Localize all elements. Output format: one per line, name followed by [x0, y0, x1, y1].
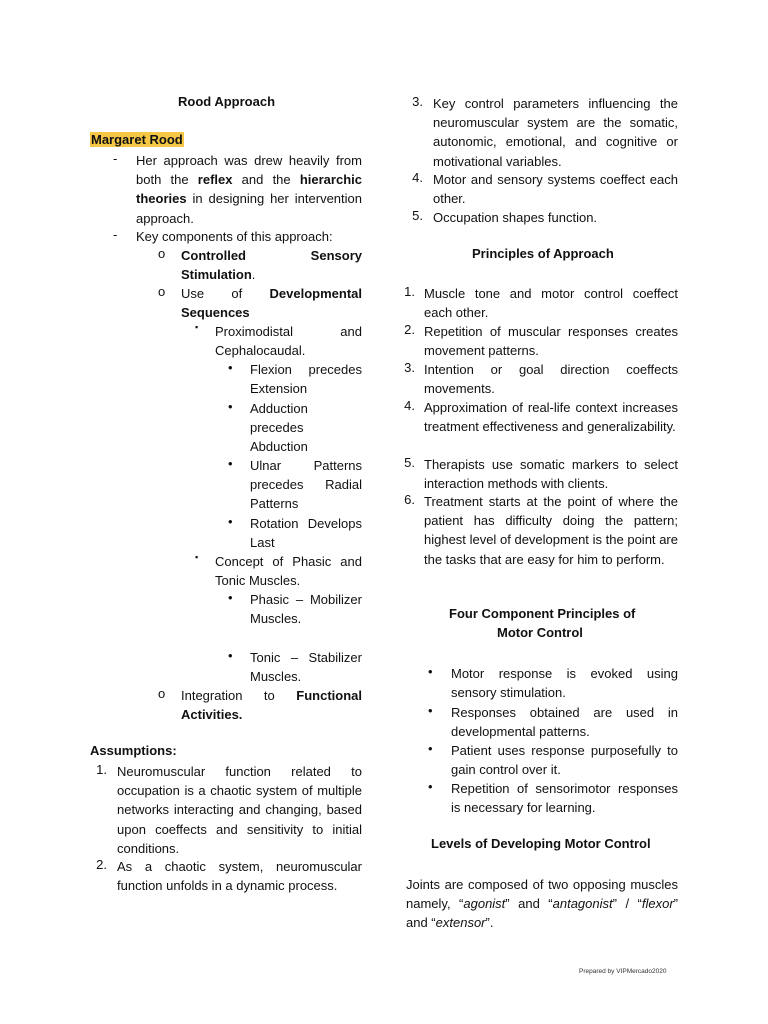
dot-bullet: • — [228, 399, 233, 414]
principle-item: Approximation of real-life context increases treatment effectiveness and generalizability. — [424, 400, 678, 435]
square-bullet: ▪ — [195, 552, 199, 562]
dot-bullet: • — [428, 741, 433, 756]
list-number: 4. — [412, 170, 423, 185]
component-controlled-sensory: Controlled Sensory Stimulation. — [181, 248, 362, 283]
footer-credit: Prepared by VIPMercado2020 — [579, 968, 667, 975]
component-functional: Integration to Functional Activities. — [181, 688, 362, 723]
motor-control-item: Responses obtained are used in developmental patterns. — [451, 705, 678, 740]
author-name — [90, 132, 184, 147]
motor-control-item: Repetition of sensorimotor responses is necessary for learning. — [451, 781, 678, 816]
list-number: 5. — [412, 208, 423, 223]
list-number: 2. — [404, 322, 415, 337]
assumption-item: Neuromuscular function related to occupation is a chaotic system of multiple networks interacting and changing, based upon coeffects and sensitivity to initial conditions. — [117, 764, 362, 856]
dash-bullet: - — [113, 227, 118, 242]
dot-bullet: • — [428, 779, 433, 794]
circle-bullet: o — [158, 686, 166, 701]
dot-bullet: • — [428, 664, 433, 679]
dash-bullet: - — [113, 151, 118, 166]
component-developmental: Use of Developmental Sequences — [181, 286, 362, 321]
phasic-tonic-item: Concept of Phasic and Tonic Muscles. — [215, 554, 362, 589]
assumption-item: Occupation shapes function. — [433, 210, 598, 225]
principle-item: Treatment starts at the point of where the patient has difficulty doing the pattern; highest level of development is the point are the tasks that are easy for him to perform. — [424, 494, 678, 567]
dot-bullet: • — [228, 514, 233, 529]
assumption-item: Key control parameters influencing the neuromuscular system are the somatic, autonomic, emotional, and cognitive or motivational variables. — [433, 96, 678, 169]
list-number: 1. — [404, 284, 415, 299]
principles-heading: Principles of Approach — [472, 246, 614, 261]
levels-heading: Levels of Developing Motor Control — [431, 836, 651, 851]
principle-item: Repetition of muscular responses creates movement patterns. — [424, 324, 678, 359]
list-number: 6. — [404, 492, 415, 507]
four-components-heading: Four Component Principles of — [449, 606, 636, 621]
proximodistal-item: Proximodistal and Cephalocaudal. — [215, 324, 362, 359]
square-bullet: ▪ — [195, 322, 199, 332]
sequence-item: Adduction precedes Abduction — [250, 401, 308, 455]
list-number: 3. — [404, 360, 415, 375]
circle-bullet: o — [158, 246, 166, 261]
assumptions-heading: Assumptions: — [90, 743, 177, 758]
sequence-item: Ulnar Patterns precedes Radial Patterns — [250, 458, 362, 512]
motor-control-item: Patient uses response purposefully to gain control over it. — [451, 743, 678, 778]
list-number: 4. — [404, 398, 415, 413]
list-number: 1. — [96, 762, 107, 777]
muscle-type-item: Phasic – Mobilizer Muscles. — [250, 592, 362, 627]
dot-bullet: • — [228, 648, 233, 663]
principle-item: Intention or goal direction coeffects movements. — [424, 362, 678, 397]
four-components-heading-line2: Motor Control — [497, 625, 583, 640]
list-number: 5. — [404, 455, 415, 470]
muscle-type-item: Tonic – Stabilizer Muscles. — [250, 650, 362, 685]
dot-bullet: • — [228, 360, 233, 375]
dot-bullet: • — [228, 590, 233, 605]
sequence-item: Rotation Develops Last — [250, 516, 362, 551]
dot-bullet: • — [428, 703, 433, 718]
author-highlight: Margaret Rood — [91, 132, 183, 147]
key-components-label: Key components of this approach: — [136, 229, 333, 244]
list-number: 2. — [96, 857, 107, 872]
assumption-item: As a chaotic system, neuromuscular function unfolds in a dynamic process. — [117, 859, 362, 894]
joints-paragraph: Joints are composed of two opposing muscles namely, “agonist” and “antagonist” / “flexor” and “extensor”. — [406, 877, 679, 931]
approach-description: Her approach was drew heavily from both the reflex and the hierarchic theories in designing her intervention approach. — [136, 153, 362, 226]
assumption-item: Motor and sensory systems coeffect each other. — [433, 172, 678, 207]
page-title: Rood Approach — [178, 94, 276, 109]
principle-item: Muscle tone and motor control coeffect each other. — [424, 286, 678, 321]
sequence-item: Flexion precedes Extension — [250, 362, 362, 397]
motor-control-item: Motor response is evoked using sensory stimulation. — [451, 666, 678, 701]
principle-item: Therapists use somatic markers to select interaction methods with clients. — [424, 457, 678, 492]
circle-bullet: o — [158, 284, 166, 299]
list-number: 3. — [412, 94, 423, 109]
dot-bullet: • — [228, 456, 233, 471]
